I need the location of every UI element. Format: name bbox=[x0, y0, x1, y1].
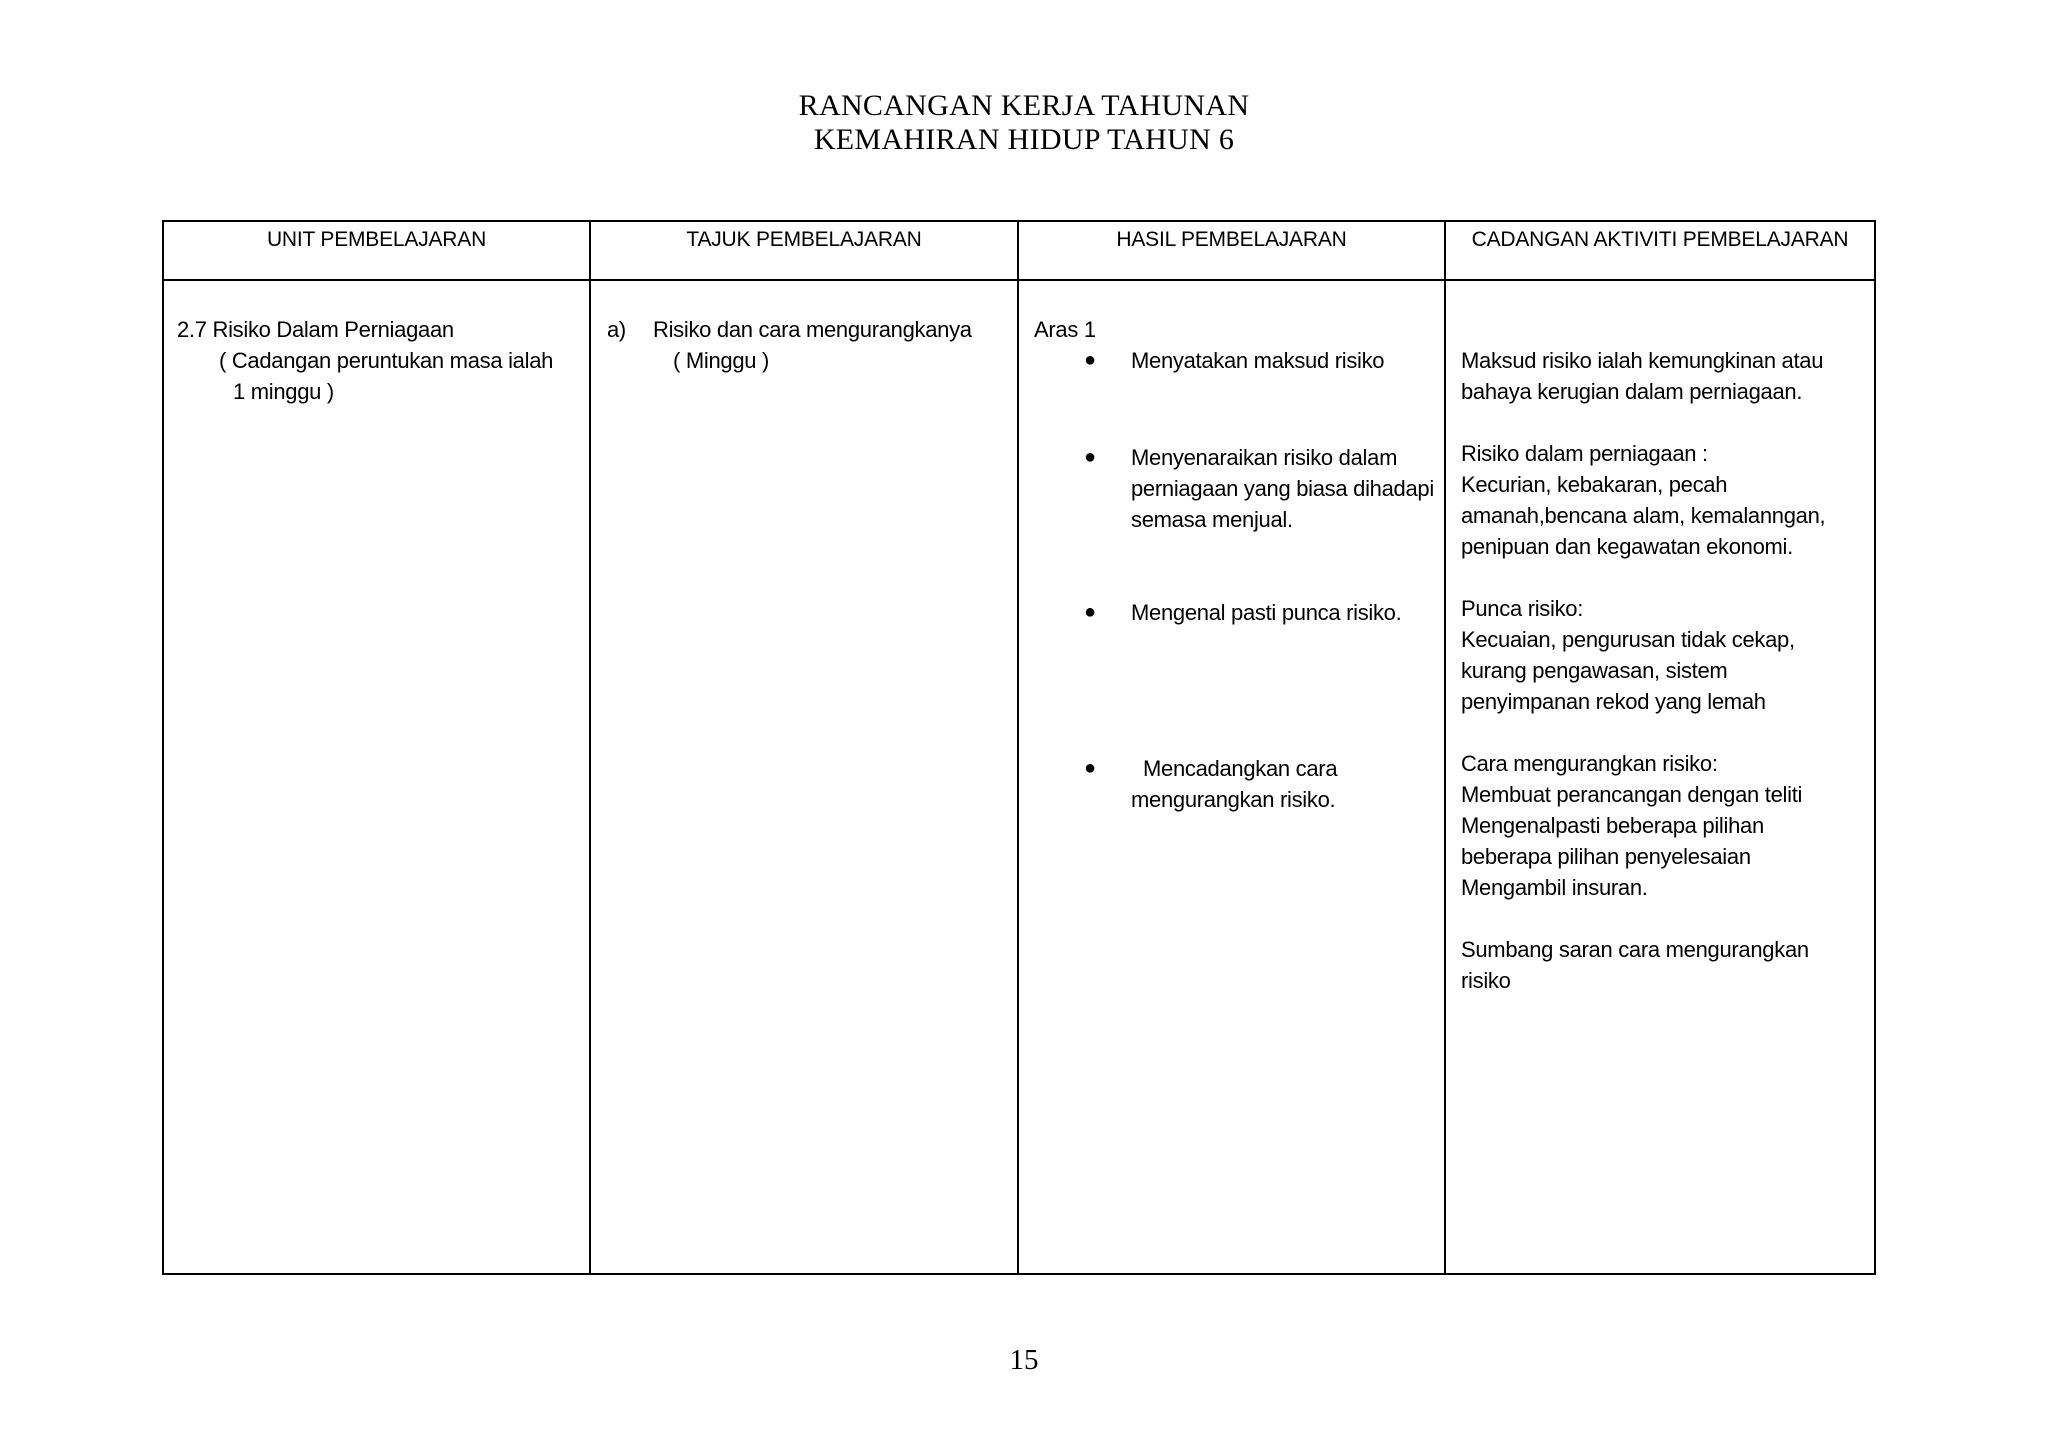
activity-line: penipuan dan kegawatan ekonomi. bbox=[1461, 534, 1793, 559]
activity-paragraph bbox=[1461, 934, 1861, 996]
activity-line: Cara mengurangkan risiko: bbox=[1461, 751, 1718, 776]
page-number: 15 bbox=[1009, 1344, 1039, 1376]
activity-line: Sumbang saran cara mengurangkan bbox=[1461, 937, 1809, 962]
header-cadangan-aktiviti: CADANGAN AKTIVITI PEMBELAJARAN bbox=[1471, 228, 1849, 251]
unit-time-note-cont: 1 minggu ) bbox=[233, 379, 334, 404]
tajuk-cell bbox=[607, 314, 1007, 376]
column-divider bbox=[589, 222, 591, 1273]
outcome-text: Menyenaraikan risiko dalam perniagaan yang biasa dihadapi semasa menjual. bbox=[1131, 445, 1434, 532]
activity-line: amanah,bencana alam, kemalanngan, bbox=[1461, 503, 1826, 528]
activity-line: Membuat perancangan dengan teliti bbox=[1461, 782, 1803, 807]
activity-paragraph bbox=[1461, 748, 1861, 903]
tajuk-title: Risiko dan cara mengurangkanya bbox=[653, 317, 972, 342]
activity-line: Kecuaian, pengurusan tidak cekap, bbox=[1461, 627, 1795, 652]
outcome-text: Menyatakan maksud risiko bbox=[1131, 348, 1385, 373]
column-divider bbox=[1017, 222, 1019, 1273]
activity-line: risiko bbox=[1461, 968, 1511, 993]
outcome-text: Mencadangkan cara mengurangkan risiko. bbox=[1131, 756, 1338, 812]
unit-time-note: ( Cadangan peruntukan masa ialah bbox=[219, 348, 554, 373]
activity-line: Mengenalpasti beberapa pilihan bbox=[1461, 813, 1764, 838]
bullet-icon: ● bbox=[1084, 446, 1096, 468]
document-title-line-2: KEMAHIRAN HIDUP TAHUN 6 bbox=[813, 123, 1235, 156]
unit-title: 2.7 Risiko Dalam Perniagaan bbox=[177, 317, 454, 342]
outcome-text: Mengenal pasti punca risiko. bbox=[1131, 600, 1402, 625]
activity-line: Maksud risiko ialah kemungkinan atau bbox=[1461, 348, 1824, 373]
column-divider bbox=[1444, 222, 1446, 1273]
activity-paragraph bbox=[1461, 438, 1861, 562]
document-title-line-1: RANCANGAN KERJA TAHUNAN bbox=[798, 89, 1250, 122]
activity-line: Risiko dalam perniagaan : bbox=[1461, 441, 1708, 466]
activity-line: Punca risiko: bbox=[1461, 596, 1584, 621]
activity-line: beberapa pilihan penyelesaian bbox=[1461, 844, 1751, 869]
work-plan-table bbox=[162, 220, 1876, 1275]
activity-line: penyimpanan rekod yang lemah bbox=[1461, 689, 1766, 714]
bullet-icon: ● bbox=[1084, 757, 1096, 779]
header-unit-pembelajaran: UNIT PEMBELAJARAN bbox=[266, 228, 487, 251]
activity-paragraph bbox=[1461, 593, 1861, 717]
header-hasil-pembelajaran: HASIL PEMBELAJARAN bbox=[1116, 228, 1347, 251]
header-divider bbox=[164, 279, 1874, 281]
level-label: Aras 1 bbox=[1034, 317, 1096, 342]
bullet-icon: ● bbox=[1084, 349, 1096, 371]
bullet-icon: ● bbox=[1084, 601, 1096, 623]
activity-paragraph bbox=[1461, 345, 1861, 407]
activity-line: bahaya kerugian dalam perniagaan. bbox=[1461, 379, 1803, 404]
unit-cell bbox=[177, 314, 577, 407]
hasil-cell bbox=[1034, 314, 1434, 914]
list-marker: a) bbox=[607, 317, 626, 342]
activity-line: Mengambil insuran. bbox=[1461, 875, 1648, 900]
activity-line: kurang pengawasan, sistem bbox=[1461, 658, 1728, 683]
header-tajuk-pembelajaran: TAJUK PEMBELAJARAN bbox=[686, 228, 922, 251]
aktiviti-cell bbox=[1461, 345, 1861, 1027]
activity-line: Kecurian, kebakaran, pecah bbox=[1461, 472, 1728, 497]
tajuk-week-note: ( Minggu ) bbox=[673, 348, 770, 373]
